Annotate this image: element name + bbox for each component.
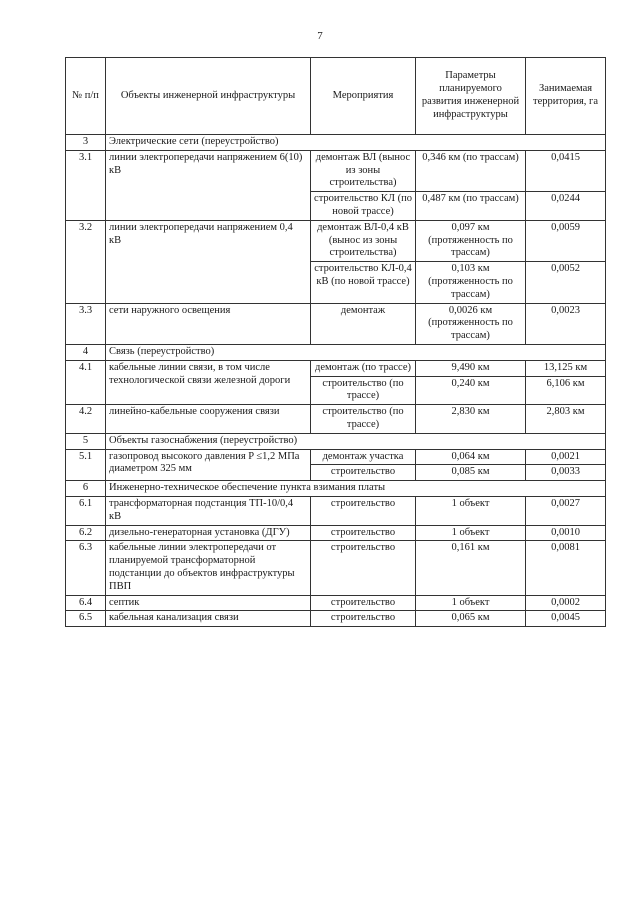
measure-cell: строительство xyxy=(311,496,416,525)
row-number: 6.5 xyxy=(66,611,106,627)
territory-cell: 0,0010 xyxy=(526,525,606,541)
table-row xyxy=(66,405,606,434)
territory-cell: 6,106 км xyxy=(526,376,606,405)
section-title: Электрические сети (переустройство) xyxy=(106,135,606,151)
header-territory: Занимаемая территория, га xyxy=(526,58,606,135)
header-params: Параметры планируемого развития инженерной инфраструктуры xyxy=(416,58,526,135)
measure-cell: строительство xyxy=(311,541,416,595)
object-cell: кабельные линии электропередачи от планируемой трансформаторной подстанции до объектов инфраструктуры ПВП xyxy=(106,541,311,595)
row-number: 5.1 xyxy=(66,449,106,481)
row-number: 6.4 xyxy=(66,595,106,611)
measure-cell: строительство xyxy=(311,525,416,541)
object-cell: линии электропередачи напряжением 6(10) кВ xyxy=(106,150,311,220)
territory-cell: 2,803 км xyxy=(526,405,606,434)
table-header-row xyxy=(66,58,606,135)
measure-cell: строительство xyxy=(311,465,416,481)
section-row xyxy=(66,481,606,497)
object-cell: септик xyxy=(106,595,311,611)
measure-cell: строительство (по трассе) xyxy=(311,376,416,405)
params-cell: 0,065 км xyxy=(416,611,526,627)
table-row xyxy=(66,541,606,595)
section-number: 3 xyxy=(66,135,106,151)
section-row xyxy=(66,433,606,449)
section-number: 5 xyxy=(66,433,106,449)
measure-cell: демонтаж участка xyxy=(311,449,416,465)
params-cell: 0,346 км (по трассам) xyxy=(416,150,526,191)
params-cell: 1 объект xyxy=(416,496,526,525)
params-cell: 0,085 км xyxy=(416,465,526,481)
territory-cell: 0,0021 xyxy=(526,449,606,465)
section-number: 6 xyxy=(66,481,106,497)
params-cell: 9,490 км xyxy=(416,360,526,376)
row-number: 4.1 xyxy=(66,360,106,404)
territory-cell: 0,0415 xyxy=(526,150,606,191)
measure-cell: демонтаж (по трассе) xyxy=(311,360,416,376)
header-num: № п/п xyxy=(66,58,106,135)
table-row xyxy=(66,303,606,344)
params-cell: 0,161 км xyxy=(416,541,526,595)
section-title: Инженерно-техническое обеспечение пункта взимания платы xyxy=(106,481,606,497)
territory-cell: 0,0059 xyxy=(526,220,606,261)
row-number: 6.1 xyxy=(66,496,106,525)
measure-cell: строительство КЛ (по новой трассе) xyxy=(311,192,416,221)
measure-cell: строительство (по трассе) xyxy=(311,405,416,434)
territory-cell: 0,0033 xyxy=(526,465,606,481)
page-number: 7 xyxy=(317,30,323,42)
territory-cell: 0,0244 xyxy=(526,192,606,221)
territory-cell: 0,0002 xyxy=(526,595,606,611)
object-cell: кабельная канализация связи xyxy=(106,611,311,627)
section-row xyxy=(66,344,606,360)
row-number: 6.3 xyxy=(66,541,106,595)
row-number: 3.2 xyxy=(66,220,106,303)
row-number: 4.2 xyxy=(66,405,106,434)
measure-cell: строительство КЛ-0,4 кВ (по новой трассе) xyxy=(311,262,416,303)
table-row xyxy=(66,449,606,465)
params-cell: 0,0026 км (протяженность по трассам) xyxy=(416,303,526,344)
object-cell: сети наружного освещения xyxy=(106,303,311,344)
measure-cell: демонтаж ВЛ (вынос из зоны строительства) xyxy=(311,150,416,191)
params-cell: 0,103 км (протяженность по трассам) xyxy=(416,262,526,303)
measure-cell: строительство xyxy=(311,611,416,627)
object-cell: кабельные линии связи, в том числе технологической связи железной дороги xyxy=(106,360,311,404)
table-row xyxy=(66,611,606,627)
object-cell: линии электропередачи напряжением 0,4 кВ xyxy=(106,220,311,303)
table-row xyxy=(66,360,606,376)
measure-cell: демонтаж ВЛ-0,4 кВ (вынос из зоны строительства) xyxy=(311,220,416,261)
table-row xyxy=(66,150,606,191)
section-title: Объекты газоснабжения (переустройство) xyxy=(106,433,606,449)
infrastructure-table xyxy=(65,57,606,627)
territory-cell: 0,0045 xyxy=(526,611,606,627)
section-row xyxy=(66,135,606,151)
header-object: Объекты инженерной инфраструктуры xyxy=(106,58,311,135)
table-row xyxy=(66,220,606,261)
territory-cell: 13,125 км xyxy=(526,360,606,376)
territory-cell: 0,0027 xyxy=(526,496,606,525)
object-cell: дизельно-генераторная установка (ДГУ) xyxy=(106,525,311,541)
params-cell: 0,097 км (протяженность по трассам) xyxy=(416,220,526,261)
params-cell: 2,830 км xyxy=(416,405,526,434)
params-cell: 0,064 км xyxy=(416,449,526,465)
params-cell: 1 объект xyxy=(416,525,526,541)
params-cell: 1 объект xyxy=(416,595,526,611)
row-number: 3.1 xyxy=(66,150,106,220)
measure-cell: демонтаж xyxy=(311,303,416,344)
section-number: 4 xyxy=(66,344,106,360)
measure-cell: строительство xyxy=(311,595,416,611)
territory-cell: 0,0052 xyxy=(526,262,606,303)
params-cell: 0,240 км xyxy=(416,376,526,405)
row-number: 6.2 xyxy=(66,525,106,541)
header-measures: Мероприятия xyxy=(311,58,416,135)
territory-cell: 0,0023 xyxy=(526,303,606,344)
object-cell: линейно-кабельные сооружения связи xyxy=(106,405,311,434)
table-row xyxy=(66,496,606,525)
params-cell: 0,487 км (по трассам) xyxy=(416,192,526,221)
section-title: Связь (переустройство) xyxy=(106,344,606,360)
object-cell: трансформаторная подстанция ТП-10/0,4 кВ xyxy=(106,496,311,525)
object-cell: газопровод высокого давления P ≤1,2 МПа диаметром 325 мм xyxy=(106,449,311,481)
table-row xyxy=(66,525,606,541)
territory-cell: 0,0081 xyxy=(526,541,606,595)
table-row xyxy=(66,595,606,611)
row-number: 3.3 xyxy=(66,303,106,344)
